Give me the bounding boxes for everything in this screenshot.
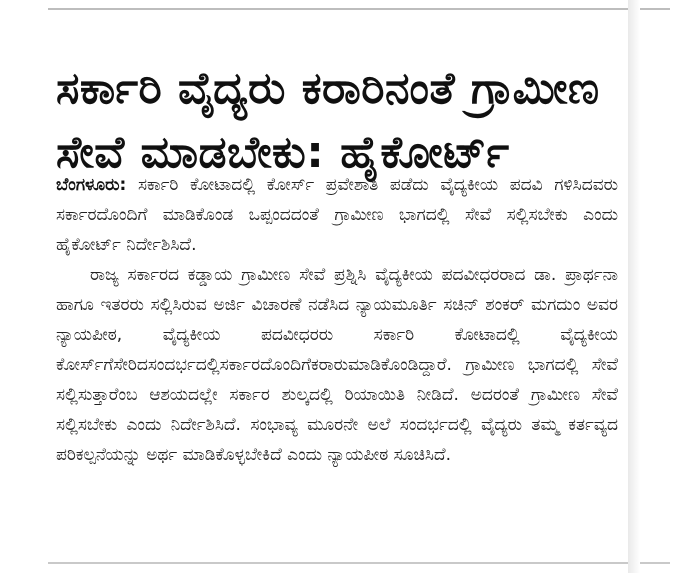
article-paragraph-1: [56, 170, 618, 260]
page-edge-shadow: [628, 0, 640, 573]
article-body: [56, 170, 618, 470]
newspaper-clipping: [48, 0, 670, 573]
top-rule: [48, 8, 670, 10]
headline-line-2: ಸೇವೆ ಮಾಡಬೇಕು: ಹೈಕೋರ್ಟ್: [56, 127, 510, 179]
article-paragraph-2: [56, 260, 618, 470]
dateline: ಬೆಂಗಳೂರು:: [56, 175, 127, 195]
bottom-rule: [48, 562, 670, 564]
paragraph-2-text: ರಾಜ್ಯ ಸರ್ಕಾರದ ಕಡ್ಡಾಯ ಗ್ರಾಮೀಣ ಸೇವೆ ಪ್ರಶ್ನಿಸಿ ವೈದ್ಯಕೀಯ ಪದವೀಧರರಾದ ಡಾ. ಪ್ರಾರ್ಥನಾ ಹಾಗೂ ಇತರರು ಸಲ್ಲಿಸಿರುವ ಅರ್ಜಿ ವಿಚಾರಣೆ ನಡೆಸಿದ ನ್ಯಾಯಮೂರ್ತಿ ಸಚಿನ್ ಶಂಕರ್ ಮಗದುಂ ಅವರ ನ್ಯಾಯಪೀಠ, ವೈದ್ಯಕೀಯ ಪದವೀಧರರು ಸರ್ಕಾರಿ ಕೋಟಾದಲ್ಲಿ ವೈದ್ಯಕೀಯ ಕೋರ್ಸ್‌ಗೆಸೇರಿದಸಂದರ್ಭದಲ್ಲಿಸರ್ಕಾರದೊಂದಿಗೆಕರಾರುಮಾಡಿಕೊಂಡಿದ್ದಾರೆ. ಗ್ರಾಮೀಣ ಭಾಗದಲ್ಲಿ ಸೇವೆ ಸಲ್ಲಿಸುತ್ತಾರೆಂಬ ಆಶಯದಲ್ಲೇ ಸರ್ಕಾರ ಶುಲ್ಕದಲ್ಲಿ ರಿಯಾಯಿತಿ ನೀಡಿದೆ. ಅದರಂತೆ ಗ್ರಾಮೀಣ ಸೇವೆ ಸಲ್ಲಿಸಬೇಕು ಎಂದು ನಿರ್ದೇಶಿಸಿದೆ. ಸಂಭಾವ್ಯ ಮೂರನೇ ಅಲೆ ಸಂದರ್ಭದಲ್ಲಿ ವೈದ್ಯರು ತಮ್ಮ ಕರ್ತವ್ಯದ ಪರಿಕಲ್ಪನೆಯನ್ನು ಅರ್ಥ ಮಾಡಿಕೊಳ್ಳಬೇಕಿದೆ ಎಂದು ನ್ಯಾಯಪೀಠ ಸೂಚಿಸಿದೆ.: [56, 265, 618, 465]
headline: [56, 57, 626, 185]
paragraph-1-text: ಸರ್ಕಾರಿ ಕೋಟಾದಲ್ಲಿ ಕೋರ್ಸ್ ಪ್ರವೇಶಾತಿ ಪಡೆದು ವೈದ್ಯಕೀಯ ಪದವಿ ಗಳಿಸಿದವರು ಸರ್ಕಾರದೊಂದಿಗೆ ಮಾಡಿಕೊಂಡ ಒಪ್ಪಂದದಂತೆ ಗ್ರಾಮೀಣ ಭಾಗದಲ್ಲಿ ಸೇವೆ ಸಲ್ಲಿಸಬೇಕು ಎಂದು ಹೈಕೋರ್ಟ್ ನಿರ್ದೇಶಿಸಿದೆ.: [56, 175, 619, 255]
headline-line-1: ಸರ್ಕಾರಿ ವೈದ್ಯರು ಕರಾರಿನಂತೆ ಗ್ರಾಮೀಣ: [56, 63, 600, 115]
